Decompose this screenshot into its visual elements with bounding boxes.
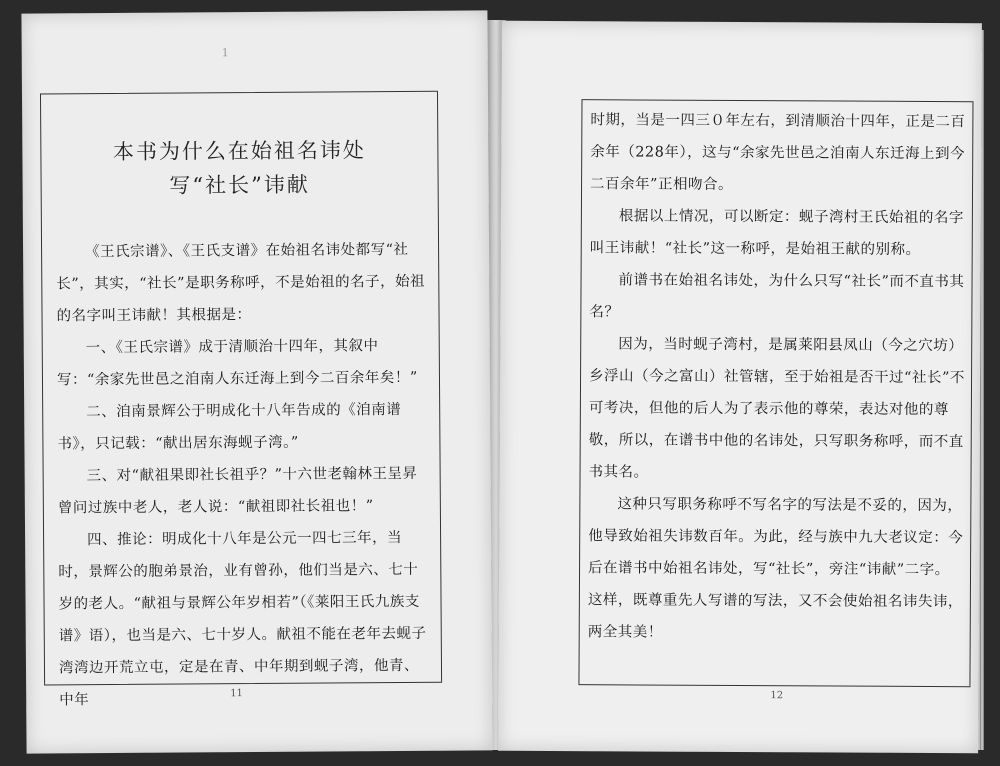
- paragraph-point-1: 一、《王氏宗谱》成于清顺治十四年，其叙中写：“余家先世邑之洎南人东迁海上到今二百余年矣！”: [56, 338, 418, 389]
- page-number-right: 12: [770, 690, 784, 702]
- paragraph-reason: 因为，当时蚬子湾村，是属莱阳县凤山（今之穴坊）乡浮山（今之富山）社管辖，至于始祖是否干过“社长”不可考决，但他的后人为了表示他的尊荣，表达对他的尊敬，所以，在谱书中他的名讳处，只写职务称呼，而不直书其名。: [588, 336, 965, 481]
- chapter-title-line2: 写“社长”讳献: [169, 172, 310, 198]
- paragraph-continued: 时期，当是一四三０年左右，到清顺治十四年，正是二百余年（228年），这与“余家先世邑之洎南人东迁海上到今二百余年”正相吻合。: [590, 112, 966, 193]
- chapter-title-line1: 本书为什么在始祖名讳处: [112, 138, 366, 165]
- right-page: [498, 21, 982, 754]
- paragraph-conclusion: 根据以上情况，可以断定：蚬子湾村王氏始祖的名字叫王讳献！“社长”这一称呼，是始祖王献的别称。: [589, 208, 964, 258]
- paragraph-intro: 《王氏宗谱》、《王氏支谱》在始祖名讳处都写“社长”，其实，“社长”是职务称呼，不是始祖的名子，始祖的名字叫王讳献！其根据是：: [56, 241, 426, 325]
- right-text-frame: [578, 99, 973, 687]
- top-mark: 1: [221, 46, 229, 60]
- left-page: [21, 10, 492, 753]
- paragraph-question: 前谱书在始祖名讳处，为什么只写“社长”而不直书其名？: [589, 272, 965, 321]
- paragraph-point-3: 三、对“献祖果即社长祖乎？”十六世老翰林王呈昇曾问过族中老人，老人说：“献祖即社长祖也！”: [57, 465, 418, 517]
- paragraph-resolution: 这种只写职务称呼不写名字的写法是不妥的，因为，他导致始祖失讳数百年。为此，经与族中九大老议定：今后在谱书中始祖名讳处，写“社长”，旁注“讳献”二字。这样，既尊重先人写谱的写法，又不会使始祖名讳失讳，两全其美！: [587, 496, 964, 641]
- page-number-left: 11: [230, 688, 243, 700]
- paragraph-point-4: 四、推论：明成化十八年是公元一四七三年，当时，景辉公的胞弟景治，业有曾孙，他们当是六、七十岁的老人。“献祖与景辉公年岁相若”（《莱阳王氏九族支谱》语），也当是六、七十岁人。献祖不能在老年去蚬子湾湾边开荒立屯，定是在青、中年期到蚬子湾，他青、中年: [58, 529, 427, 709]
- paragraph-point-2: 二、洎南景辉公于明成化十八年告成的《洎南谱书》，只记载：“献出居东海蚬子湾。”: [57, 401, 402, 453]
